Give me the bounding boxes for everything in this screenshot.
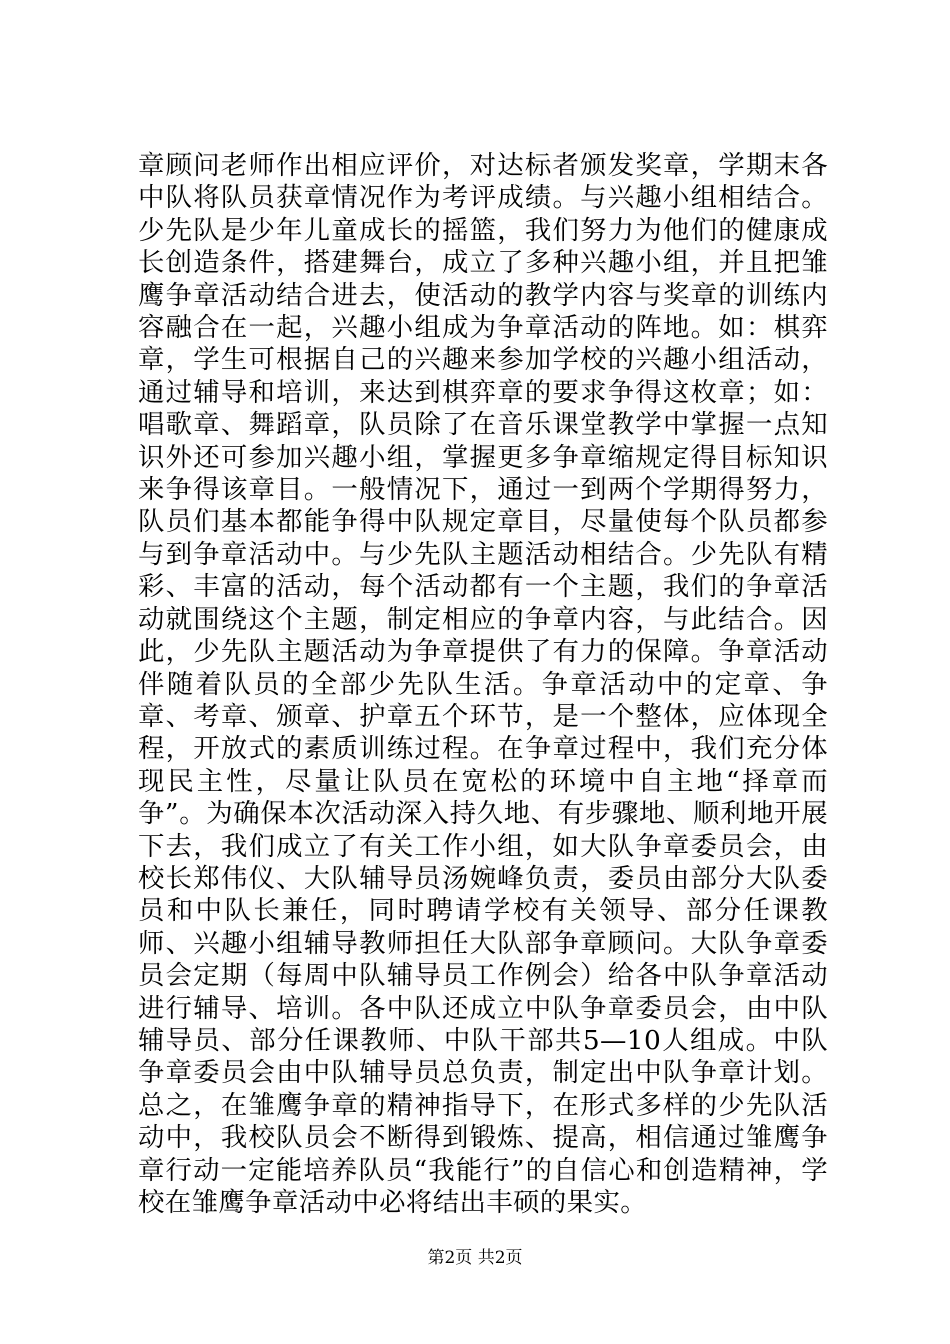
body-paragraph: 章顾问老师作出相应评价，对达标者颁发奖章，学期末各中队将队员获章情况作为考评成绩。与兴趣小组相结合。少先队是少年儿童成长的摇篮，我们努力为他们的健康成长创造条件，搭建舞台，成立了多种兴趣小组，并且把雏鹰争章活动结合进去，使活动的教学内容与奖章的训练内容融合在一起，兴趣小组成为争章活动的阵地。如：棋弈章，学生可根据自己的兴趣来参加学校的兴趣小组活动，通过辅导和培训，来达到棋弈章的要求争得这枚章；如：唱歌章、舞蹈章，队员除了在音乐课堂教学中掌握一点知识外还可参加兴趣小组，掌握更多争章缩规定得目标知识来争得该章目。一般情况下，通过一到两个学期得努力，队员们基本都能争得中队规定章目，尽量使每个队员都参与到争章活动中。与少先队主题活动相结合。少先队有精彩、丰富的活动，每个活动都有一个主题，我们的争章活动就围绕这个主题，制定相应的争章内容，与此结合。因此，少先队主题活动为争章提供了有力的保障。争章活动伴随着队员的全部少先队生活。争章活动中的定章、争章、考章、颁章、护章五个环节，是一个整体，应体现全程，开放式的素质训练过程。在争章过程中，我们充分体现民主性，尽量让队员在宽松的环境中自主地“择章而争”。为确保本次活动深入持久地、有步骤地、顺利地开展下去，我们成立了有关工作小组，如大队争章委员会，由校长郑伟仪、大队辅导员汤婉峰负责，委员由部分大队委员和中队长兼任，同时聘请学校有关领导、部分任课教师、兴趣小组辅导教师担任大队部争章顾问。大队争章委员会定期（每周中队辅导员工作例会）给各中队争章活动进行辅导、培训。各中队还成立中队争章委员会，由中队辅导员、部分任课教师、中队干部共5—10人组成。中队争章委员会由中队辅导员总负责，制定出中队争章计划。总之，在雏鹰争章的精神指导下，在形式多样的少先队活动中，我校队员会不断得到锻炼、提高，相信通过雏鹰争章行动一定能培养队员“我能行”的自信心和创造精神，学校在雏鹰争章活动中必将结出丰硕的果实。	[138, 150, 828, 1218]
page-number-footer: 第2页 共2页	[427, 1248, 523, 1268]
